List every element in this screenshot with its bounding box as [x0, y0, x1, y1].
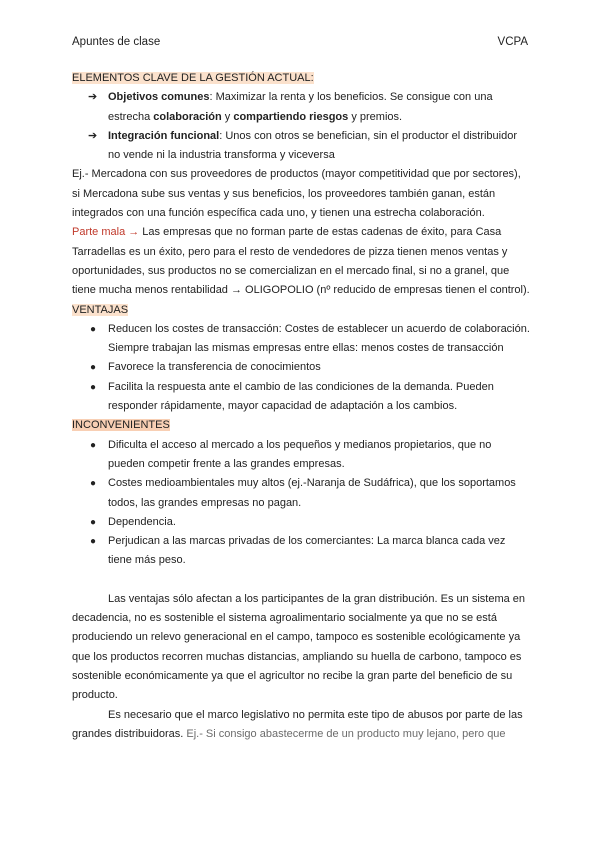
item-text: Favorece la transferencia de conocimientos	[108, 361, 321, 374]
closing-paragraph-2	[72, 706, 530, 745]
term: Objetivos comunes	[108, 91, 210, 104]
item-text: Perjudican a las marcas privadas de los comerciantes: La marca blanca cada vez tiene más peso.	[108, 535, 506, 567]
section-title-ventajas: VENTAJAS	[72, 303, 129, 316]
bullet-icon: ●	[90, 439, 97, 451]
list-item	[72, 532, 530, 571]
header-right: VCPA	[497, 36, 528, 48]
bold-text: compartiendo riesgos	[233, 110, 349, 123]
list-item	[72, 378, 530, 417]
item-text: Costes medioambientales muy altos (ej.-Naranja de Sudáfrica), que los soportamos todos, las grandes empresas no pagan.	[108, 477, 516, 509]
arrow-bullet-icon: ➔	[88, 91, 98, 104]
bad-part-label: Parte mala →	[72, 226, 140, 239]
item-text: Reducen los costes de transacción: Costes de establecer un acuerdo de colaboración. Siempre trabajan las mismas empresas entre ellas: menos costes de transacción	[108, 322, 530, 355]
closing-text: Es necesario que el marco legislativo no permita este tipo de abusos por parte de las grandes distribuidoras.	[72, 708, 523, 740]
closing-example: Ej.- Si consigo abastecerme de un producto muy lejano, pero que	[183, 727, 506, 740]
inconvenientes-list	[72, 436, 530, 571]
list-item	[72, 127, 530, 166]
list-item	[72, 436, 530, 475]
item-text: Facilita la respuesta ante el cambio de las condiciones de la demanda. Pueden responder rápidamente, mayor capacidad de adaptación a los cambios.	[108, 380, 494, 413]
section-title-elementos: ELEMENTOS CLAVE DE LA GESTIÓN ACTUAL:	[72, 72, 314, 84]
term: Integración funcional	[108, 129, 220, 142]
bullet-icon: ●	[90, 536, 97, 548]
bullet-icon: ●	[90, 362, 97, 374]
closing-paragraph-1: Las ventajas sólo afectan a los participantes de la gran distribución. Es un sistema en decadencia, no es sostenible el sistema agroalimentario socialmente ya que no se está produciendo un relevo generacional en el campo, tampoco es sostenible ecológicamente ya que los productos recorren muchas distancias, ampliando su huella de carbono, tampoco es sostenible económicamente ya que el agricultor no recibe la gran parte del beneficio de su producto.	[72, 592, 526, 702]
list-item	[72, 88, 530, 127]
item-text: Dependencia.	[108, 515, 176, 528]
bold-text: colaboración	[153, 110, 222, 123]
arrow-bullet-icon: ➔	[88, 129, 98, 142]
bad-part-text: Las empresas que no forman parte de estas cadenas de éxito, para Casa Tarradellas es un éxito, pero para el resto de vendedores de pizza tienen menos ventas y oportunidades, sus productos no se comercializan en el mercado final, si no a granel, que tiene mucha menos rentabilidad → OLIGOPOLIO (nº reducido de empresas tienen el control).	[72, 226, 530, 297]
list-item	[72, 513, 530, 532]
bullet-icon: ●	[90, 381, 97, 393]
item-text: Dificulta el acceso al mercado a los pequeños y medianos propietarios, que no pueden competir frente a las grandes empresas.	[108, 438, 492, 470]
example-paragraph: Ej.- Mercadona con sus proveedores de productos (mayor competitividad que por sectores), si Mercadona sube sus ventas y sus beneficios, los proveedores también ganan, están integrados con una función específica cada uno, y tienen una estrecha colaboración.	[72, 168, 521, 220]
item-text: : Maximizar la renta y los beneficios. Se consigue con una estrecha	[108, 91, 493, 123]
bullet-icon: ●	[90, 478, 97, 490]
list-item	[72, 358, 530, 377]
elementos-list	[72, 88, 530, 165]
bullet-icon: ●	[90, 323, 97, 335]
item-text: y	[221, 110, 234, 123]
item-text: : Unos con otros se benefician, sin el productor el distribuidor no vende ni la industria transforma y viceversa	[108, 129, 518, 162]
section-title-inconvenientes: INCONVENIENTES	[72, 419, 170, 432]
header-left: Apuntes de clase	[72, 36, 161, 48]
item-text: y premios.	[348, 110, 403, 123]
bullet-icon: ●	[90, 516, 97, 528]
document-body	[72, 69, 530, 744]
list-item	[72, 320, 530, 359]
list-item	[72, 474, 530, 513]
ventajas-list	[72, 320, 530, 416]
blank-line	[72, 571, 530, 590]
bad-part-paragraph	[72, 223, 530, 300]
